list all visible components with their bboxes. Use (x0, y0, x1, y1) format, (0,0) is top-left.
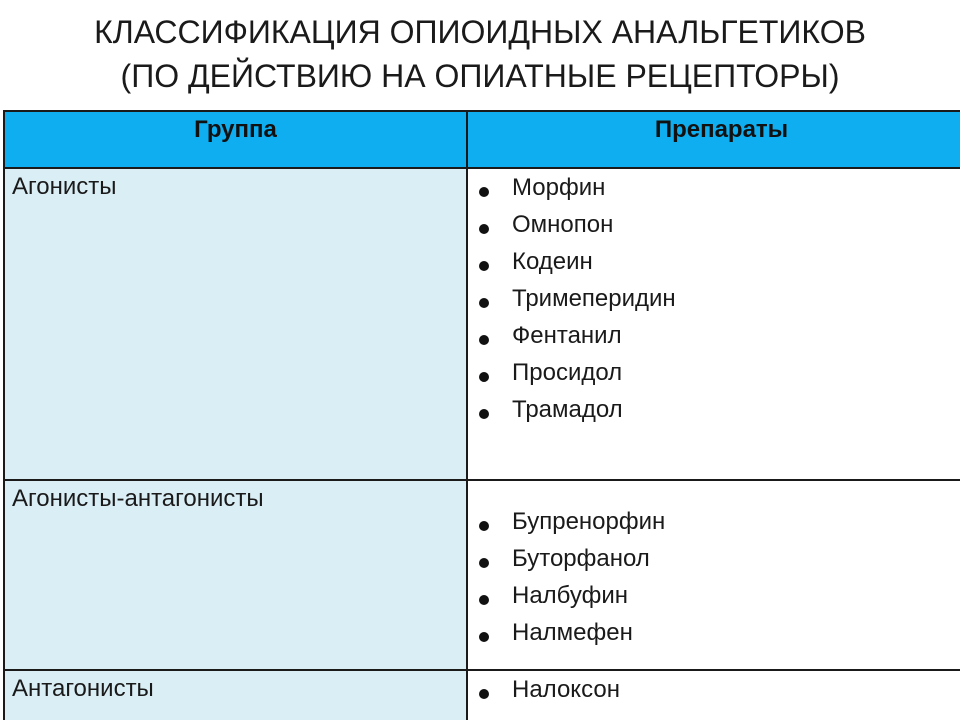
drug-name: Кодеин (512, 248, 593, 275)
group-cell: Антагонисты (5, 671, 468, 720)
bullet-icon (479, 224, 489, 234)
title-line-1: КЛАССИФИКАЦИЯ ОПИОИДНЫХ АНАЛЬГЕТИКОВ (94, 14, 866, 50)
drug-name: Омнопон (512, 211, 614, 238)
drug-name: Фентанил (512, 322, 622, 349)
list-item (476, 243, 960, 280)
bullet-icon (479, 558, 489, 568)
list-item (476, 671, 960, 708)
list-item (476, 614, 960, 651)
drug-list (476, 169, 960, 428)
header-drugs: Препараты (654, 116, 789, 143)
drug-name: Просидол (512, 359, 623, 386)
group-cell: Агонисты (5, 169, 468, 479)
table-row (5, 169, 960, 481)
drug-name: Налмефен (512, 619, 633, 646)
bullet-icon (479, 335, 489, 345)
drugs-cell (468, 169, 960, 479)
group-cell: Агонисты-антагонисты (5, 481, 468, 669)
drug-list (476, 671, 960, 708)
bullet-icon (479, 298, 489, 308)
drug-name: Трамадол (512, 396, 623, 423)
drug-name: Бупренорфин (512, 508, 666, 535)
table-header-row (5, 112, 960, 169)
list-item (476, 540, 960, 577)
drug-name: Морфин (512, 174, 606, 201)
drug-list (476, 481, 960, 651)
drugs-cell (468, 671, 960, 720)
bullet-icon (479, 521, 489, 531)
drug-name: Налоксон (512, 676, 620, 703)
header-group: Группа (5, 112, 468, 167)
drug-name: Буторфанол (512, 545, 650, 572)
list-item (476, 206, 960, 243)
list-item (476, 503, 960, 540)
drugs-cell (468, 481, 960, 669)
title-line-2: (ПО ДЕЙСТВИЮ НА ОПИАТНЫЕ РЕЦЕПТОРЫ) (120, 58, 840, 94)
table-row (5, 481, 960, 671)
drug-name: Тримеперидин (512, 285, 676, 312)
bullet-icon (479, 261, 489, 271)
classification-table (3, 110, 960, 720)
bullet-icon (479, 187, 489, 197)
bullet-icon (479, 409, 489, 419)
bullet-icon (479, 595, 489, 605)
page-title (0, 10, 960, 98)
bullet-icon (479, 689, 489, 699)
bullet-icon (479, 372, 489, 382)
list-item (476, 354, 960, 391)
bullet-icon (479, 632, 489, 642)
list-item (476, 391, 960, 428)
list-item (476, 577, 960, 614)
list-item (476, 317, 960, 354)
table-row (5, 671, 960, 720)
drug-name: Налбуфин (512, 582, 629, 609)
list-item (476, 169, 960, 206)
list-item (476, 280, 960, 317)
